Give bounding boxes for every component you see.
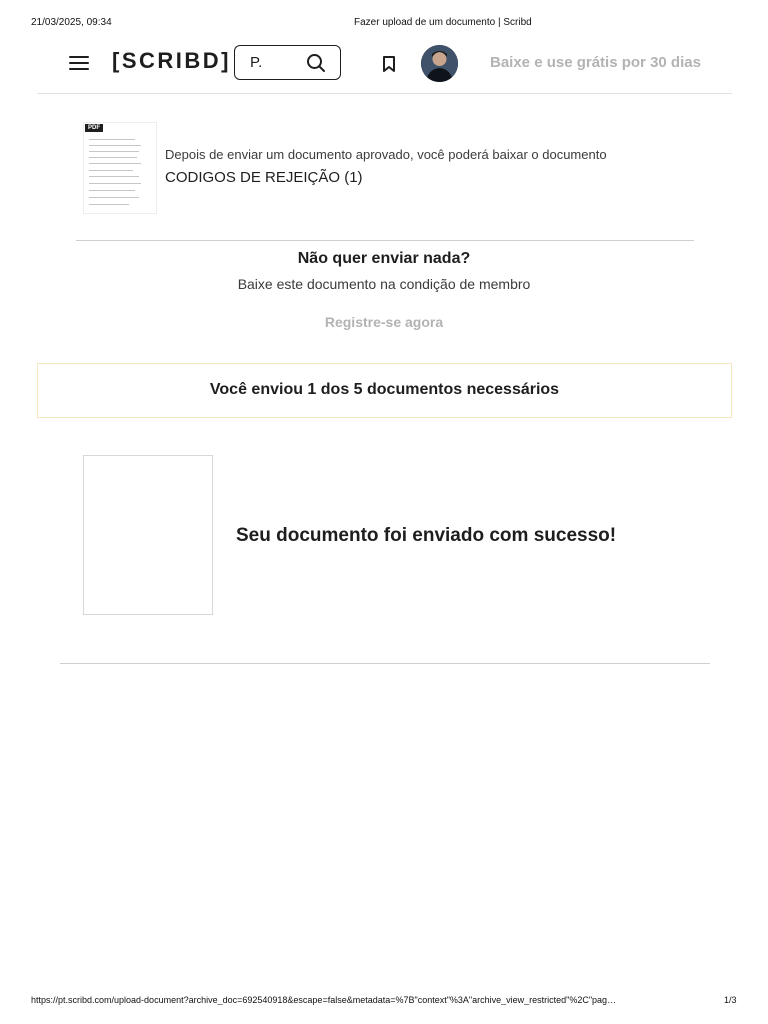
upload-progress-banner <box>37 363 732 418</box>
document-title[interactable]: CODIGOS DE REJEIÇÃO (1) <box>165 169 363 186</box>
print-datetime: 21/03/2025, 09:34 <box>31 17 112 28</box>
uploaded-document-thumbnail <box>83 455 213 615</box>
membership-title: Não quer enviar nada? <box>297 250 471 267</box>
document-thumbnail[interactable] <box>83 122 157 214</box>
membership-subtitle: Baixe este documento na condição de membro <box>237 276 531 292</box>
search-icon[interactable] <box>306 53 326 78</box>
upload-success-message: Seu documento foi enviado com sucesso! <box>236 525 617 546</box>
section-divider <box>76 240 694 241</box>
print-url: https://pt.scribd.com/upload-document?archive_doc=692540918&escape=false&metadata=%7B"context"%3A"archive_view_restricted"%2C"pag… <box>31 995 617 1005</box>
avatar[interactable] <box>421 45 458 82</box>
nav-divider <box>37 93 732 94</box>
free-trial-link[interactable]: Baixe e use grátis por 30 dias <box>490 54 701 71</box>
upload-progress-text: Você enviou 1 dos 5 documentos necessários <box>209 381 560 398</box>
search-input[interactable] <box>234 45 341 80</box>
pdf-badge: PDF <box>85 124 103 132</box>
bookmark-icon[interactable] <box>381 55 397 78</box>
scribd-logo[interactable]: [SCRIBD] <box>112 48 231 73</box>
print-page-count: 1/3 <box>724 995 737 1005</box>
search-value: P. <box>250 54 263 71</box>
register-link[interactable]: Registre-se agora <box>324 314 444 330</box>
download-note: Depois de enviar um documento aprovado, você poderá baixar o documento <box>165 147 607 162</box>
menu-icon[interactable] <box>69 56 89 72</box>
print-page-title: Fazer upload de um documento | Scribd <box>354 17 532 28</box>
bottom-divider <box>60 663 710 664</box>
